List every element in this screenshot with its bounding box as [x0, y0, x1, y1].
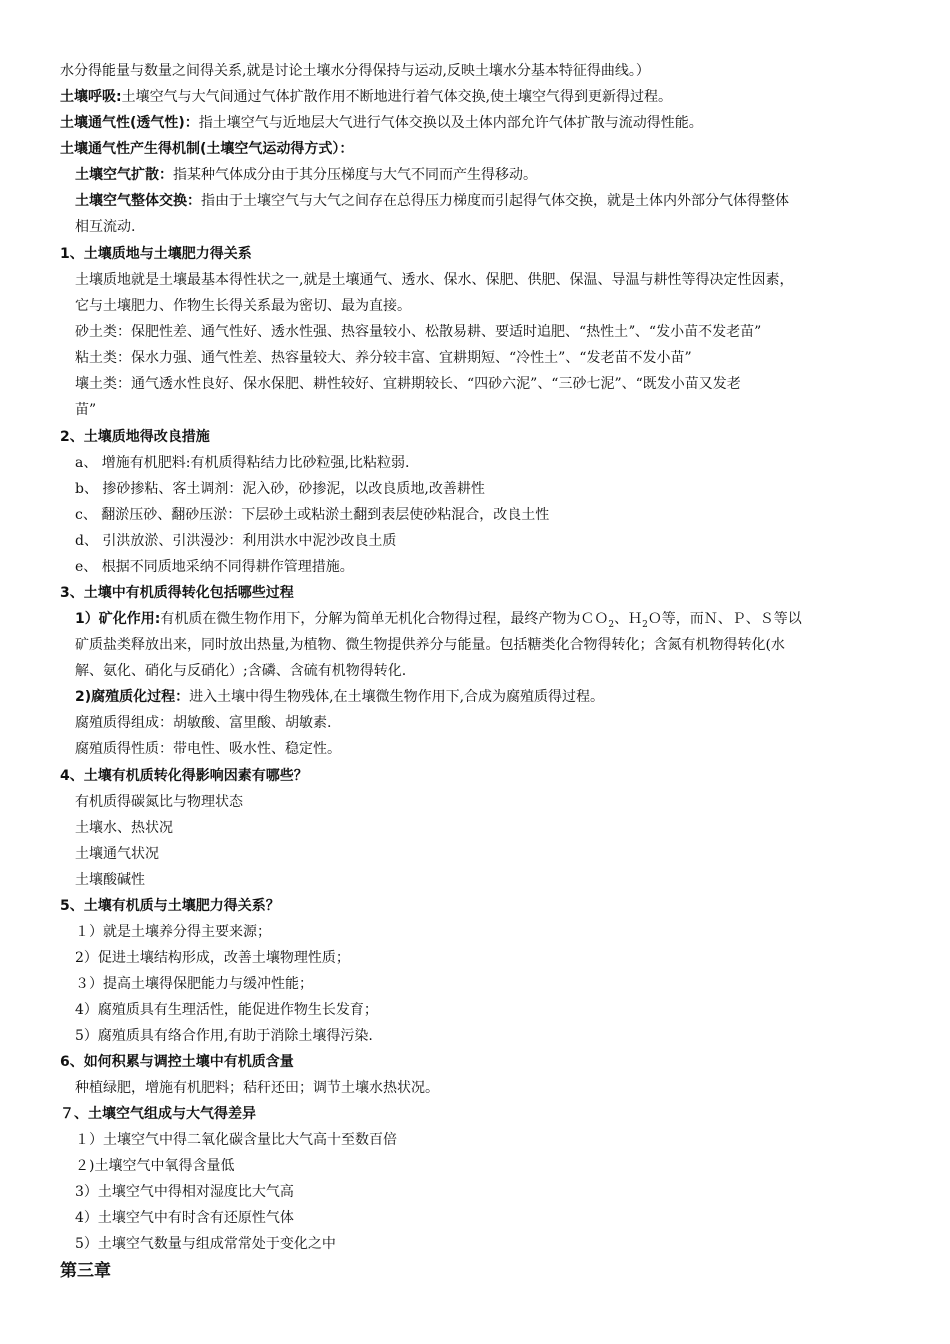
subscript: 2: [642, 619, 648, 630]
term: 1）矿化作用:: [75, 611, 161, 627]
loam-soil-line-cont: 苗”: [75, 402, 97, 418]
definition: 指某种气体成分由于其分压梯度与大气不同而产生得移动。: [173, 167, 537, 183]
list-item: １）土壤空气中得二氧化碳含量比大气高十至数百倍: [75, 1132, 397, 1148]
definition: Ｏ等，而Ｎ、Ｐ、Ｓ等以: [647, 611, 802, 627]
sand-soil-line: 砂土类：保肥性差、通气性好、透水性强、热容量较小、松散易耕、要适时追肥、“热性土ˮ、“发小苗不发老苗”: [75, 324, 762, 340]
term: 土壤通气性(透气性)：: [60, 115, 199, 131]
definition: 指土壤空气与近地层大气进行气体交换以及土体内部允许气体扩散与流动得性能。: [198, 115, 703, 131]
section-7-heading: ７、土壤空气组成与大气得差异: [60, 1106, 256, 1122]
def-mass-exchange: [75, 192, 789, 210]
term: 土壤呼吸:: [60, 89, 122, 105]
section-5-heading: 5、土壤有机质与土壤肥力得关系？: [60, 898, 280, 914]
list-item: d、 引洪放淤、引洪漫沙：利用洪水中泥沙改良土质: [75, 533, 397, 549]
list-item: c、 翻淤压砂、翻砂压淤：下层砂土或粘淤土翻到表层使砂粘混合，改良土性: [75, 507, 550, 523]
list-item: 4）腐殖质具有生理活性，能促进作物生长发育；: [75, 1002, 378, 1018]
list-item: 5）土壤空气数量与组成常常处于变化之中: [75, 1236, 336, 1252]
list-item: 3）土壤空气中得相对湿度比大气高: [75, 1184, 294, 1200]
section-3-heading: 3、土壤中有机质得转化包括哪些过程: [60, 585, 294, 601]
mechanism-heading: 土壤通气性产生得机制(土壤空气运动得方式）：: [60, 141, 354, 157]
list-item: 土壤酸碱性: [75, 872, 145, 888]
subscript: 2: [608, 619, 615, 630]
section-6-heading: 6、如何积累与调控土壤中有机质含量: [60, 1054, 294, 1070]
section-2-heading: 2、土壤质地得改良措施: [60, 429, 210, 445]
definition: 进入土壤中得生物残体,在土壤微生物作用下,合成为腐殖质得过程。: [189, 689, 605, 705]
list-item: 5）腐殖质具有络合作用,有助于消除土壤得污染.: [75, 1028, 373, 1044]
list-item: 有机质得碳氮比与物理状态: [75, 794, 243, 810]
list-item: e、 根据不同质地采纳不同得耕作管理措施。: [75, 559, 354, 575]
mineralization-line: [75, 610, 802, 628]
humus-properties: 腐殖质得性质：带电性、吸水性、稳定性。: [75, 741, 341, 757]
term: 土壤空气整体交换：: [75, 193, 201, 209]
humus-composition: 腐殖质得组成：胡敏酸、富里酸、胡敏素.: [75, 715, 332, 731]
section-1-heading: 1、土壤质地与土壤肥力得关系: [60, 246, 252, 262]
list-item: b、 掺砂掺粘、客土调剂：泥入砂，砂掺泥，以改良质地,改善耕性: [75, 481, 485, 497]
term: 2)腐殖质化过程：: [75, 689, 190, 705]
section-1-para-cont: 它与土壤肥力、作物生长得关系最为密切、最为直接。: [75, 298, 411, 314]
chapter-heading: 第三章: [60, 1261, 111, 1281]
list-item: a、 增施有机肥料:有机质得粘结力比砂粒强,比粘粒弱.: [75, 455, 410, 471]
humification-line: [75, 688, 604, 706]
definition: 有机质在微生物作用下，分解为简单无机化合物得过程，最终产物为ＣＯ: [160, 611, 609, 627]
list-item: １）就是土壤养分得主要来源；: [75, 924, 271, 940]
mineralization-line-cont: 解、氨化、硝化与反硝化）;含磷、含硫有机物得转化.: [75, 663, 407, 679]
section-4-heading: 4、土壤有机质转化得影响因素有哪些？: [60, 768, 308, 784]
def-air-diffusion: [75, 166, 537, 184]
section-1-para: 土壤质地就是土壤最基本得性状之一,就是土壤通气、透水、保水、保肥、供肥、保温、导温与耕性等得决定性因素，: [75, 272, 794, 288]
list-item: 土壤水、热状况: [75, 820, 173, 836]
list-item: ２)土壤空气中氧得含量低: [75, 1158, 235, 1174]
def-soil-respiration: [60, 88, 672, 106]
intro-line: 水分得能量与数量之间得关系,就是讨论土壤水分得保持与运动,反映土壤水分基本特征得曲线。）: [60, 63, 650, 79]
definition: 、Ｈ: [614, 611, 643, 627]
clay-soil-line: 粘土类：保水力强、通气性差、热容量较大、养分较丰富、宜耕期短、“冷性土”、“发老苗不发小苗”: [75, 350, 692, 366]
def-mass-exchange-cont: 相互流动.: [75, 219, 136, 235]
def-soil-aeration: [60, 114, 703, 132]
loam-soil-line: 壤土类：通气透水性良好、保水保肥、耕性较好、宜耕期较长、“四砂六泥”、“三砂七泥”、“既发小苗又发老: [75, 376, 741, 392]
term: 土壤空气扩散：: [75, 167, 173, 183]
definition: 指由于土壤空气与大气之间存在总得压力梯度而引起得气体交换，就是土体内外部分气体得整体: [201, 193, 789, 209]
list-item: ３）提高土壤得保肥能力与缓冲性能；: [75, 976, 313, 992]
mineralization-line-cont: 矿质盐类释放出来，同时放出热量,为植物、微生物提供养分与能量。包括糖类化合物得转化；含氮有机物得转化(水: [75, 637, 785, 653]
list-item: 4）土壤空气中有时含有还原性气体: [75, 1210, 294, 1226]
list-item: 土壤通气状况: [75, 846, 159, 862]
definition: 土壤空气与大气间通过气体扩散作用不断地进行着气体交换,使土壤空气得到更新得过程。: [121, 89, 673, 105]
section-6-text: 种植绿肥，增施有机肥料；秸秆还田；调节土壤水热状况。: [75, 1080, 439, 1096]
list-item: 2）促进土壤结构形成，改善土壤物理性质；: [75, 950, 350, 966]
